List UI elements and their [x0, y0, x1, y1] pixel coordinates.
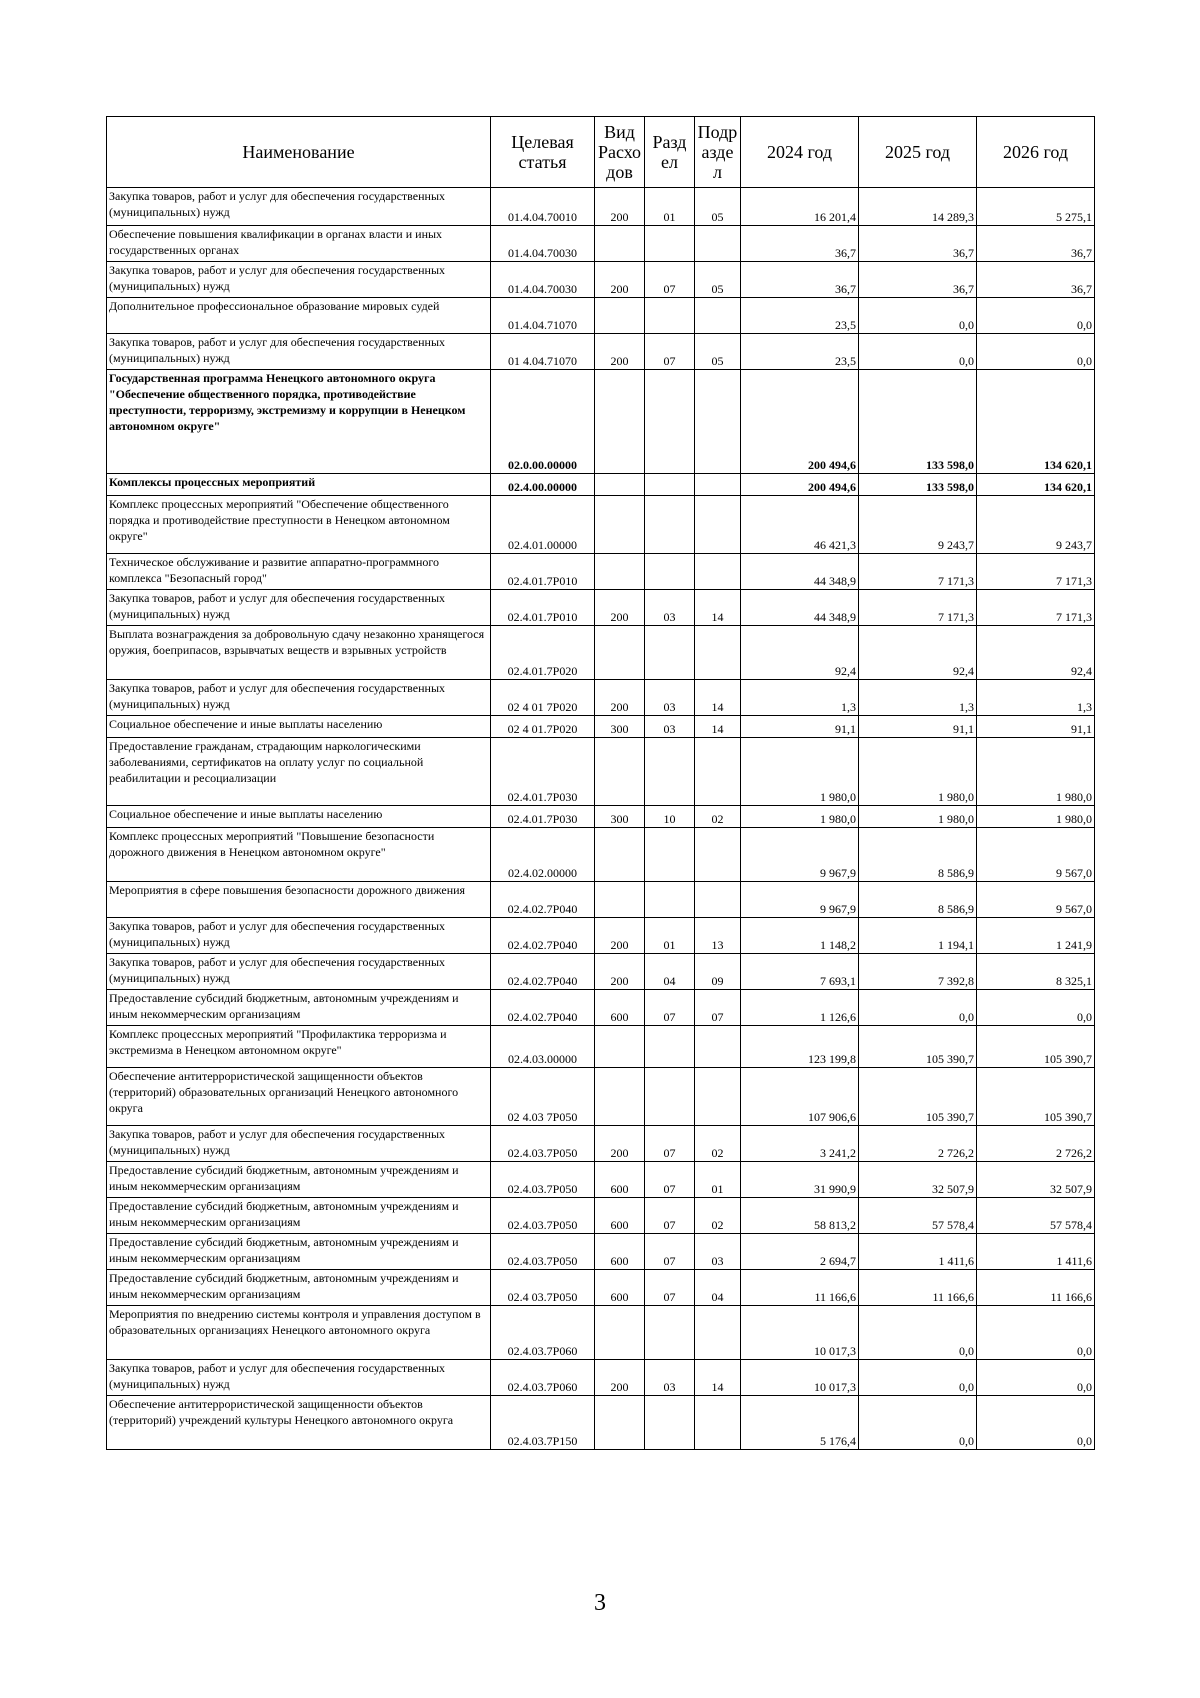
cell-2024: 1,3: [741, 680, 859, 716]
cell-expense-type: [595, 370, 645, 474]
cell-target-article: 02.4.03.7Р050: [491, 1234, 595, 1270]
cell-expense-type: 200: [595, 262, 645, 298]
cell-section: 04: [645, 954, 695, 990]
cell-2026: 36,7: [977, 262, 1095, 298]
cell-section: [645, 1396, 695, 1450]
cell-target-article: 02.4.00.00000: [491, 474, 595, 496]
table-row: [107, 990, 1095, 1026]
cell-subsection: 14: [695, 1360, 741, 1396]
cell-2024: 36,7: [741, 262, 859, 298]
cell-2024: 91,1: [741, 716, 859, 738]
cell-section: 03: [645, 1360, 695, 1396]
cell-name: Комплексы процессных мероприятий: [107, 474, 491, 496]
cell-subsection: 03: [695, 1234, 741, 1270]
cell-target-article: 02 4 01 7Р020: [491, 680, 595, 716]
cell-2026: 9 567,0: [977, 882, 1095, 918]
cell-2024: 1 980,0: [741, 806, 859, 828]
cell-section: [645, 226, 695, 262]
cell-section: 07: [645, 1198, 695, 1234]
cell-subsection: 07: [695, 990, 741, 1026]
cell-name: Предоставление субсидий бюджетным, автономным учреждениям и иным некоммерческим организациям: [107, 1270, 491, 1306]
cell-name: Закупка товаров, работ и услуг для обеспечения государственных (муниципальных) нужд: [107, 188, 491, 226]
cell-subsection: [695, 474, 741, 496]
cell-expense-type: 200: [595, 1360, 645, 1396]
table-row: [107, 1068, 1095, 1126]
table-row: [107, 334, 1095, 370]
cell-2026: 0,0: [977, 298, 1095, 334]
cell-2024: 23,5: [741, 298, 859, 334]
cell-section: [645, 1306, 695, 1360]
cell-section: [645, 626, 695, 680]
cell-2026: 105 390,7: [977, 1026, 1095, 1068]
cell-2024: 9 967,9: [741, 882, 859, 918]
cell-2026: 2 726,2: [977, 1126, 1095, 1162]
cell-name: Техническое обслуживание и развитие аппаратно-программного комплекса "Безопасный город": [107, 554, 491, 590]
cell-2025: 0,0: [859, 1360, 977, 1396]
table-row: [107, 1360, 1095, 1396]
cell-2024: 11 166,6: [741, 1270, 859, 1306]
cell-expense-type: 200: [595, 680, 645, 716]
cell-name: Обеспечение антитеррористической защищенности объектов (территорий) образовательных организаций Ненецкого автономного округа: [107, 1068, 491, 1126]
cell-subsection: 13: [695, 918, 741, 954]
table-row: [107, 188, 1095, 226]
table-row: [107, 626, 1095, 680]
table-row: [107, 554, 1095, 590]
cell-name: Предоставление субсидий бюджетным, автономным учреждениям и иным некоммерческим организациям: [107, 1198, 491, 1234]
cell-2026: 1 241,9: [977, 918, 1095, 954]
cell-target-article: 02.4.01.7Р030: [491, 806, 595, 828]
cell-target-article: 02.4.03.7Р050: [491, 1198, 595, 1234]
table-row: [107, 474, 1095, 496]
cell-2026: 0,0: [977, 1306, 1095, 1360]
cell-name: Комплекс процессных мероприятий "Обеспечение общественного порядка и противодействие преступности в Ненецком автономном округе": [107, 496, 491, 554]
cell-2024: 10 017,3: [741, 1306, 859, 1360]
cell-expense-type: [595, 554, 645, 590]
cell-expense-type: 200: [595, 1126, 645, 1162]
header-year-2026: 2026 год: [977, 117, 1095, 188]
cell-2026: 57 578,4: [977, 1198, 1095, 1234]
cell-section: 01: [645, 188, 695, 226]
cell-2024: 1 980,0: [741, 738, 859, 806]
cell-2025: 7 171,3: [859, 590, 977, 626]
cell-subsection: [695, 882, 741, 918]
cell-2026: 7 171,3: [977, 590, 1095, 626]
cell-expense-type: [595, 298, 645, 334]
cell-target-article: 02.4.02.7Р040: [491, 954, 595, 990]
cell-2024: 31 990,9: [741, 1162, 859, 1198]
table-row: [107, 1396, 1095, 1450]
cell-name: Социальное обеспечение и иные выплаты населению: [107, 806, 491, 828]
cell-expense-type: 600: [595, 990, 645, 1026]
cell-name: Комплекс процессных мероприятий "Повышение безопасности дорожного движения в Ненецком автономном округе": [107, 828, 491, 882]
cell-section: 01: [645, 918, 695, 954]
cell-name: Закупка товаров, работ и услуг для обеспечения государственных (муниципальных) нужд: [107, 1360, 491, 1396]
budget-table: [106, 116, 1095, 1450]
cell-expense-type: [595, 226, 645, 262]
cell-2026: 0,0: [977, 990, 1095, 1026]
cell-2024: 9 967,9: [741, 828, 859, 882]
table-row: [107, 1306, 1095, 1360]
cell-target-article: 02.4.01.7Р020: [491, 626, 595, 680]
cell-name: Государственная программа Ненецкого автономного округа "Обеспечение общественного порядка, противодействие преступности, терроризму, экстремизму и коррупции в Ненецком автономном округе": [107, 370, 491, 474]
cell-expense-type: [595, 474, 645, 496]
header-target-article: [491, 117, 595, 188]
cell-2026: 9 243,7: [977, 496, 1095, 554]
cell-name: Закупка товаров, работ и услуг для обеспечения государственных (муниципальных) нужд: [107, 954, 491, 990]
cell-target-article: 02.4.03.7Р050: [491, 1162, 595, 1198]
cell-2026: 1,3: [977, 680, 1095, 716]
cell-2026: 1 980,0: [977, 738, 1095, 806]
table-row: [107, 298, 1095, 334]
cell-2025: 133 598,0: [859, 370, 977, 474]
cell-2026: 0,0: [977, 1396, 1095, 1450]
cell-2025: 8 586,9: [859, 882, 977, 918]
cell-expense-type: [595, 1026, 645, 1068]
cell-expense-type: 200: [595, 954, 645, 990]
cell-name: Закупка товаров, работ и услуг для обеспечения государственных (муниципальных) нужд: [107, 918, 491, 954]
cell-name: Выплата вознаграждения за добровольную сдачу незаконно хранящегося оружия, боеприпасов, взрывчатых веществ и взрывных устройств: [107, 626, 491, 680]
cell-subsection: [695, 828, 741, 882]
cell-2025: 7 392,8: [859, 954, 977, 990]
header-subsection: [695, 117, 741, 188]
cell-2025: 1 411,6: [859, 1234, 977, 1270]
table-row: [107, 370, 1095, 474]
cell-target-article: 01 4.04.71070: [491, 334, 595, 370]
cell-name: Комплекс процессных мероприятий "Профилактика терроризма и экстремизма в Ненецком автономном округе": [107, 1026, 491, 1068]
cell-expense-type: [595, 738, 645, 806]
cell-subsection: 14: [695, 716, 741, 738]
cell-2024: 58 813,2: [741, 1198, 859, 1234]
cell-expense-type: [595, 1396, 645, 1450]
cell-section: 07: [645, 1162, 695, 1198]
cell-2025: 2 726,2: [859, 1126, 977, 1162]
header-name: Наименование: [107, 117, 491, 188]
cell-section: 03: [645, 716, 695, 738]
table-row: [107, 496, 1095, 554]
cell-target-article: 02.4.03.7Р060: [491, 1306, 595, 1360]
cell-2025: 105 390,7: [859, 1026, 977, 1068]
cell-2024: 1 126,6: [741, 990, 859, 1026]
cell-name: Мероприятия по внедрению системы контроля и управления доступом в образовательных организациях Ненецкого автономного округа: [107, 1306, 491, 1360]
cell-name: Мероприятия в сфере повышения безопасности дорожного движения: [107, 882, 491, 918]
cell-2026: 5 275,1: [977, 188, 1095, 226]
header-subsection-text: Подр азде л: [697, 122, 738, 182]
cell-target-article: 02.4.02.7Р040: [491, 990, 595, 1026]
cell-subsection: [695, 626, 741, 680]
table-row: [107, 882, 1095, 918]
cell-target-article: 02.4.03.7Р150: [491, 1396, 595, 1450]
cell-2025: 8 586,9: [859, 828, 977, 882]
cell-expense-type: 200: [595, 918, 645, 954]
cell-2025: 57 578,4: [859, 1198, 977, 1234]
cell-name: Предоставление субсидий бюджетным, автономным учреждениям и иным некоммерческим организациям: [107, 1234, 491, 1270]
cell-target-article: 01.4.04.71070: [491, 298, 595, 334]
cell-section: [645, 882, 695, 918]
table-row: [107, 590, 1095, 626]
cell-2026: 0,0: [977, 334, 1095, 370]
cell-target-article: 02.4.02.7Р040: [491, 918, 595, 954]
cell-name: Закупка товаров, работ и услуг для обеспечения государственных (муниципальных) нужд: [107, 262, 491, 298]
cell-target-article: 02.4.01.7Р030: [491, 738, 595, 806]
cell-subsection: 14: [695, 680, 741, 716]
cell-section: 10: [645, 806, 695, 828]
cell-expense-type: 200: [595, 590, 645, 626]
cell-2026: 36,7: [977, 226, 1095, 262]
cell-2025: 91,1: [859, 716, 977, 738]
cell-subsection: 02: [695, 1198, 741, 1234]
table-row: [107, 680, 1095, 716]
cell-expense-type: [595, 1068, 645, 1126]
cell-subsection: 09: [695, 954, 741, 990]
cell-section: [645, 370, 695, 474]
table-row: [107, 806, 1095, 828]
cell-2024: 5 176,4: [741, 1396, 859, 1450]
cell-2026: 32 507,9: [977, 1162, 1095, 1198]
cell-2025: 0,0: [859, 298, 977, 334]
cell-2024: 200 494,6: [741, 370, 859, 474]
cell-2025: 11 166,6: [859, 1270, 977, 1306]
cell-target-article: 01.4.04.70030: [491, 262, 595, 298]
cell-expense-type: [595, 1306, 645, 1360]
cell-subsection: [695, 1306, 741, 1360]
cell-target-article: 02 4.03 7Р050: [491, 1068, 595, 1126]
cell-section: [645, 828, 695, 882]
cell-2025: 1 194,1: [859, 918, 977, 954]
cell-2024: 123 199,8: [741, 1026, 859, 1068]
cell-2026: 1 411,6: [977, 1234, 1095, 1270]
cell-section: [645, 474, 695, 496]
cell-subsection: 02: [695, 1126, 741, 1162]
cell-section: 07: [645, 1270, 695, 1306]
page-number: 3: [594, 1590, 606, 1616]
cell-section: [645, 1068, 695, 1126]
cell-name: Обеспечение повышения квалификации в органах власти и иных государственных органах: [107, 226, 491, 262]
cell-target-article: 02.4.03.7Р060: [491, 1360, 595, 1396]
cell-2024: 107 906,6: [741, 1068, 859, 1126]
cell-expense-type: [595, 828, 645, 882]
cell-target-article: 02.4.02.00000: [491, 828, 595, 882]
cell-subsection: [695, 496, 741, 554]
cell-expense-type: [595, 882, 645, 918]
cell-2026: 105 390,7: [977, 1068, 1095, 1126]
table-row: [107, 226, 1095, 262]
cell-expense-type: 300: [595, 716, 645, 738]
cell-2025: 36,7: [859, 226, 977, 262]
cell-2026: 7 171,3: [977, 554, 1095, 590]
table-row: [107, 1126, 1095, 1162]
cell-2025: 7 171,3: [859, 554, 977, 590]
cell-name: Обеспечение антитеррористической защищенности объектов (территорий) учреждений культуры Ненецкого автономного округа: [107, 1396, 491, 1450]
table-row: [107, 918, 1095, 954]
cell-name: Предоставление субсидий бюджетным, автономным учреждениям и иным некоммерческим организациям: [107, 1162, 491, 1198]
cell-2026: 134 620,1: [977, 474, 1095, 496]
cell-2025: 32 507,9: [859, 1162, 977, 1198]
cell-subsection: 05: [695, 334, 741, 370]
cell-2025: 0,0: [859, 334, 977, 370]
cell-expense-type: [595, 496, 645, 554]
table-row: [107, 954, 1095, 990]
cell-expense-type: 600: [595, 1198, 645, 1234]
cell-2025: 105 390,7: [859, 1068, 977, 1126]
cell-2024: 1 148,2: [741, 918, 859, 954]
cell-expense-type: 600: [595, 1234, 645, 1270]
table-row: [107, 1026, 1095, 1068]
header-section-text: Разд ел: [652, 132, 687, 172]
cell-section: 03: [645, 590, 695, 626]
cell-expense-type: 200: [595, 188, 645, 226]
header-row: [107, 117, 1095, 188]
cell-2026: 0,0: [977, 1360, 1095, 1396]
table-row: [107, 1234, 1095, 1270]
cell-target-article: 02.0.00.00000: [491, 370, 595, 474]
cell-subsection: [695, 370, 741, 474]
cell-subsection: 05: [695, 188, 741, 226]
cell-name: Предоставление гражданам, страдающим наркологическими заболеваниями, сертификатов на оплату услуг по социальной реабилитации и ресоциализации: [107, 738, 491, 806]
cell-2025: 1 980,0: [859, 806, 977, 828]
cell-subsection: [695, 554, 741, 590]
cell-2026: 134 620,1: [977, 370, 1095, 474]
cell-2024: 46 421,3: [741, 496, 859, 554]
cell-section: 07: [645, 1126, 695, 1162]
cell-2026: 8 325,1: [977, 954, 1095, 990]
table-row: [107, 262, 1095, 298]
cell-subsection: 01: [695, 1162, 741, 1198]
cell-subsection: [695, 1068, 741, 1126]
cell-2025: 0,0: [859, 1396, 977, 1450]
cell-2024: 7 693,1: [741, 954, 859, 990]
cell-expense-type: 600: [595, 1270, 645, 1306]
table-body: [107, 188, 1095, 1450]
cell-2024: 2 694,7: [741, 1234, 859, 1270]
table-row: [107, 738, 1095, 806]
cell-expense-type: 600: [595, 1162, 645, 1198]
cell-target-article: 02.4.01.00000: [491, 496, 595, 554]
cell-2024: 44 348,9: [741, 554, 859, 590]
cell-subsection: 04: [695, 1270, 741, 1306]
cell-2024: 10 017,3: [741, 1360, 859, 1396]
cell-expense-type: [595, 626, 645, 680]
cell-name: Закупка товаров, работ и услуг для обеспечения государственных (муниципальных) нужд: [107, 1126, 491, 1162]
cell-2025: 0,0: [859, 990, 977, 1026]
cell-subsection: [695, 738, 741, 806]
cell-target-article: 02.4.01.7Р010: [491, 554, 595, 590]
cell-2025: 1,3: [859, 680, 977, 716]
cell-2024: 200 494,6: [741, 474, 859, 496]
header-expense-type: [595, 117, 645, 188]
cell-2024: 16 201,4: [741, 188, 859, 226]
cell-subsection: [695, 1026, 741, 1068]
table-row: [107, 716, 1095, 738]
cell-target-article: 02.4 03.7Р050: [491, 1270, 595, 1306]
cell-2025: 14 289,3: [859, 188, 977, 226]
header-target-article-text: Целевая статья: [511, 132, 574, 172]
cell-section: [645, 554, 695, 590]
cell-2024: 23,5: [741, 334, 859, 370]
cell-section: 07: [645, 1234, 695, 1270]
cell-2025: 133 598,0: [859, 474, 977, 496]
cell-target-article: 01.4.04.70030: [491, 226, 595, 262]
cell-2026: 1 980,0: [977, 806, 1095, 828]
cell-2024: 92,4: [741, 626, 859, 680]
cell-name: Закупка товаров, работ и услуг для обеспечения государственных (муниципальных) нужд: [107, 334, 491, 370]
cell-name: Дополнительное профессиональное образование мировых судей: [107, 298, 491, 334]
cell-target-article: 02 4 01.7Р020: [491, 716, 595, 738]
cell-target-article: 01.4.04.70010: [491, 188, 595, 226]
cell-2025: 9 243,7: [859, 496, 977, 554]
cell-name: Закупка товаров, работ и услуг для обеспечения государственных (муниципальных) нужд: [107, 680, 491, 716]
cell-2024: 44 348,9: [741, 590, 859, 626]
cell-name: Социальное обеспечение и иные выплаты населению: [107, 716, 491, 738]
cell-target-article: 02.4.02.7Р040: [491, 882, 595, 918]
cell-section: 07: [645, 262, 695, 298]
cell-2025: 0,0: [859, 1306, 977, 1360]
cell-section: [645, 298, 695, 334]
cell-2025: 92,4: [859, 626, 977, 680]
cell-target-article: 02.4.03.00000: [491, 1026, 595, 1068]
cell-2026: 92,4: [977, 626, 1095, 680]
cell-2024: 36,7: [741, 226, 859, 262]
cell-section: [645, 496, 695, 554]
cell-target-article: 02.4.01.7Р010: [491, 590, 595, 626]
cell-target-article: 02.4.03.7Р050: [491, 1126, 595, 1162]
cell-2026: 91,1: [977, 716, 1095, 738]
cell-2026: 9 567,0: [977, 828, 1095, 882]
cell-section: [645, 1026, 695, 1068]
cell-2025: 36,7: [859, 262, 977, 298]
cell-subsection: [695, 298, 741, 334]
cell-name: Закупка товаров, работ и услуг для обеспечения государственных (муниципальных) нужд: [107, 590, 491, 626]
cell-2025: 1 980,0: [859, 738, 977, 806]
header-year-2025: 2025 год: [859, 117, 977, 188]
cell-name: Предоставление субсидий бюджетным, автономным учреждениям и иным некоммерческим организациям: [107, 990, 491, 1026]
cell-2026: 11 166,6: [977, 1270, 1095, 1306]
cell-2024: 3 241,2: [741, 1126, 859, 1162]
cell-subsection: 14: [695, 590, 741, 626]
table-row: [107, 1162, 1095, 1198]
table-row: [107, 1270, 1095, 1306]
cell-expense-type: 300: [595, 806, 645, 828]
table-row: [107, 828, 1095, 882]
cell-subsection: 05: [695, 262, 741, 298]
header-section: [645, 117, 695, 188]
table-row: [107, 1198, 1095, 1234]
cell-expense-type: 200: [595, 334, 645, 370]
cell-subsection: 02: [695, 806, 741, 828]
header-year-2024: 2024 год: [741, 117, 859, 188]
cell-section: 03: [645, 680, 695, 716]
cell-subsection: [695, 1396, 741, 1450]
cell-subsection: [695, 226, 741, 262]
cell-section: 07: [645, 334, 695, 370]
header-expense-type-text: Вид Расхо дов: [597, 122, 642, 182]
cell-section: 07: [645, 990, 695, 1026]
cell-section: [645, 738, 695, 806]
